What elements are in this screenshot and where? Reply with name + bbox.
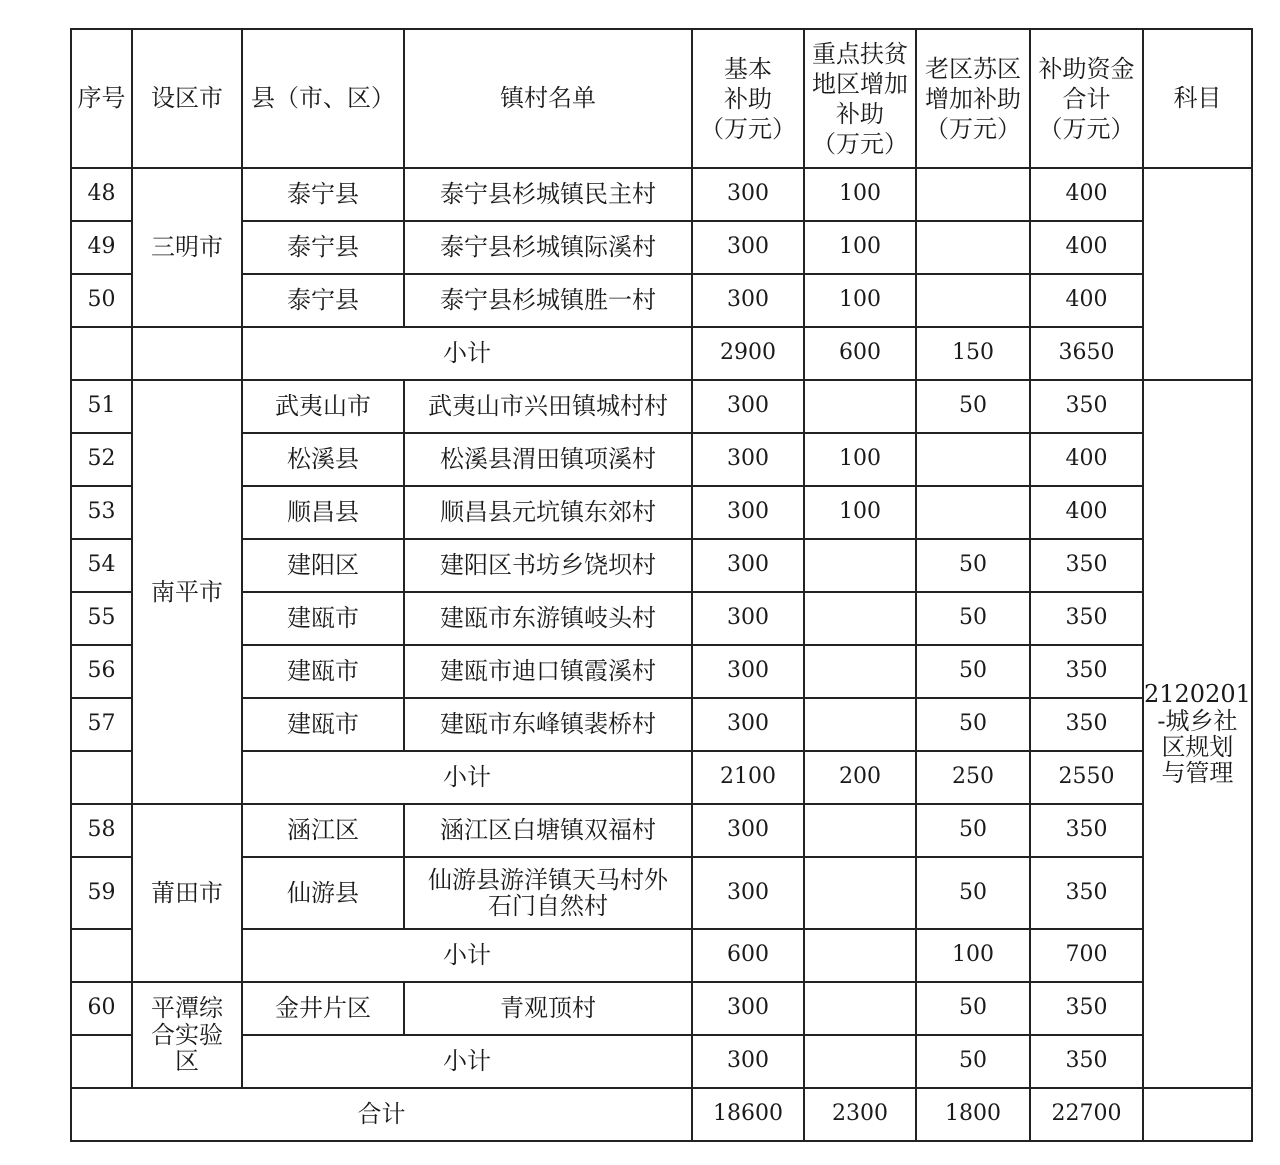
- total-cell: 350: [1030, 380, 1143, 433]
- poverty-cell: [804, 857, 916, 929]
- village-cell: 松溪县渭田镇项溪村: [404, 433, 692, 486]
- village-cell: 泰宁县杉城镇际溪村: [404, 221, 692, 274]
- grand-total-row: [71, 1088, 1252, 1141]
- basic-cell: 300: [692, 645, 804, 698]
- header-subject: 科目: [1143, 29, 1252, 168]
- grand-total-poverty: 2300: [804, 1088, 916, 1141]
- basic-cell: 300: [692, 274, 804, 327]
- city-cell: 莆田市: [132, 804, 242, 982]
- total-cell: 400: [1030, 221, 1143, 274]
- county-cell: 武夷山市: [242, 380, 404, 433]
- poverty-cell: [804, 380, 916, 433]
- old-soviet-cell: 50: [916, 380, 1030, 433]
- table-row: [71, 592, 1252, 645]
- county-cell: 松溪县: [242, 433, 404, 486]
- village-cell: 泰宁县杉城镇民主村: [404, 168, 692, 221]
- table-row: [71, 539, 1252, 592]
- table-row: [71, 804, 1252, 857]
- subtotal-total: 350: [1030, 1035, 1143, 1088]
- table-row: [71, 486, 1252, 539]
- village-cell: 建阳区书坊乡饶坝村: [404, 539, 692, 592]
- subtotal-poverty: 600: [804, 327, 916, 380]
- table-row: [71, 168, 1252, 221]
- grand-total-total: 22700: [1030, 1088, 1143, 1141]
- basic-cell: 300: [692, 168, 804, 221]
- seq-cell-empty: [71, 929, 132, 982]
- table-row: [71, 433, 1252, 486]
- header-row: [71, 29, 1252, 168]
- poverty-cell: [804, 804, 916, 857]
- seq-cell-empty: [71, 751, 132, 804]
- table-row: [71, 221, 1252, 274]
- total-cell: 400: [1030, 274, 1143, 327]
- subtotal-label: 小计: [242, 327, 692, 380]
- subtotal-row: [71, 929, 1252, 982]
- village-cell: 建瓯市迪口镇霞溪村: [404, 645, 692, 698]
- village-cell: 仙游县游洋镇天马村外 石门自然村: [404, 857, 692, 929]
- table-row: [71, 857, 1252, 929]
- basic-cell: 300: [692, 433, 804, 486]
- subtotal-label: 小计: [242, 751, 692, 804]
- basic-cell: 300: [692, 539, 804, 592]
- poverty-cell: 100: [804, 221, 916, 274]
- subtotal-row: [71, 751, 1252, 804]
- poverty-cell: [804, 539, 916, 592]
- old-soviet-cell: [916, 221, 1030, 274]
- seq-cell-empty: [71, 1035, 132, 1088]
- old-soviet-cell: 50: [916, 804, 1030, 857]
- poverty-cell: [804, 982, 916, 1035]
- table-row: [71, 380, 1252, 433]
- header-basic: 基本 补助 （万元）: [692, 29, 804, 168]
- seq-cell-empty: [71, 327, 132, 380]
- poverty-cell: [804, 645, 916, 698]
- county-cell: 泰宁县: [242, 274, 404, 327]
- seq-cell: 58: [71, 804, 132, 857]
- poverty-cell: 100: [804, 168, 916, 221]
- village-cell: 青观顶村: [404, 982, 692, 1035]
- old-soviet-cell: [916, 168, 1030, 221]
- table-row: [71, 982, 1252, 1035]
- total-cell: 350: [1030, 857, 1143, 929]
- subtotal-label: 小计: [242, 1035, 692, 1088]
- subtotal-basic: 300: [692, 1035, 804, 1088]
- subtotal-row: [71, 1035, 1252, 1088]
- total-cell: 400: [1030, 168, 1143, 221]
- city-cell: 南平市: [132, 380, 242, 804]
- city-cell: 平潭综 合实验 区: [132, 982, 242, 1088]
- old-soviet-cell: [916, 274, 1030, 327]
- village-cell: 涵江区白塘镇双福村: [404, 804, 692, 857]
- subtotal-poverty: 200: [804, 751, 916, 804]
- county-cell: 仙游县: [242, 857, 404, 929]
- total-cell: 350: [1030, 592, 1143, 645]
- basic-cell: 300: [692, 804, 804, 857]
- county-cell: 建瓯市: [242, 645, 404, 698]
- total-cell: 350: [1030, 539, 1143, 592]
- subtotal-poverty: [804, 929, 916, 982]
- subtotal-row: [71, 327, 1252, 380]
- seq-cell: 51: [71, 380, 132, 433]
- subtotal-label: 小计: [242, 929, 692, 982]
- county-cell: 建阳区: [242, 539, 404, 592]
- subtotal-total: 700: [1030, 929, 1143, 982]
- total-cell: 400: [1030, 433, 1143, 486]
- subsidy-table: [70, 28, 1253, 1142]
- header-county: 县（市、区）: [242, 29, 404, 168]
- header-seq: 序号: [71, 29, 132, 168]
- basic-cell: 300: [692, 857, 804, 929]
- seq-cell: 57: [71, 698, 132, 751]
- grand-total-subject-empty: [1143, 1088, 1252, 1141]
- total-cell: 350: [1030, 645, 1143, 698]
- subtotal-poverty: [804, 1035, 916, 1088]
- seq-cell: 52: [71, 433, 132, 486]
- village-cell: 建瓯市东峰镇裴桥村: [404, 698, 692, 751]
- old-soviet-cell: 50: [916, 857, 1030, 929]
- subtotal-old-soviet: 250: [916, 751, 1030, 804]
- old-soviet-cell: 50: [916, 982, 1030, 1035]
- subtotal-old-soviet: 50: [916, 1035, 1030, 1088]
- seq-cell: 59: [71, 857, 132, 929]
- seq-cell: 54: [71, 539, 132, 592]
- old-soviet-cell: 50: [916, 698, 1030, 751]
- basic-cell: 300: [692, 221, 804, 274]
- seq-cell: 53: [71, 486, 132, 539]
- subtotal-old-soviet: 150: [916, 327, 1030, 380]
- header-old-soviet: 老区苏区 增加补助 （万元）: [916, 29, 1030, 168]
- poverty-cell: 100: [804, 486, 916, 539]
- table-row: [71, 645, 1252, 698]
- subtotal-basic: 2100: [692, 751, 804, 804]
- seq-cell: 60: [71, 982, 132, 1035]
- grand-total-old-soviet: 1800: [916, 1088, 1030, 1141]
- table-row: [71, 274, 1252, 327]
- seq-cell: 49: [71, 221, 132, 274]
- header-total-fund: 补助资金 合计 （万元）: [1030, 29, 1143, 168]
- village-cell: 顺昌县元坑镇东郊村: [404, 486, 692, 539]
- poverty-cell: [804, 592, 916, 645]
- basic-cell: 300: [692, 592, 804, 645]
- village-cell: 建瓯市东游镇岐头村: [404, 592, 692, 645]
- county-cell: 建瓯市: [242, 698, 404, 751]
- village-cell: 泰宁县杉城镇胜一村: [404, 274, 692, 327]
- city-cell-empty: [132, 327, 242, 380]
- subtotal-old-soviet: 100: [916, 929, 1030, 982]
- grand-total-label: 合计: [71, 1088, 692, 1141]
- county-cell: 泰宁县: [242, 168, 404, 221]
- county-cell: 金井片区: [242, 982, 404, 1035]
- subject-cell: 2120201 -城乡社 区规划 与管理: [1143, 380, 1252, 1088]
- county-cell: 建瓯市: [242, 592, 404, 645]
- basic-cell: 300: [692, 380, 804, 433]
- subject-cell-top: [1143, 168, 1252, 380]
- total-cell: 350: [1030, 982, 1143, 1035]
- seq-cell: 50: [71, 274, 132, 327]
- village-cell: 武夷山市兴田镇城村村: [404, 380, 692, 433]
- county-cell: 泰宁县: [242, 221, 404, 274]
- total-cell: 350: [1030, 698, 1143, 751]
- header-poverty: 重点扶贫 地区增加 补助 （万元）: [804, 29, 916, 168]
- subtotal-basic: 600: [692, 929, 804, 982]
- basic-cell: 300: [692, 486, 804, 539]
- seq-cell: 55: [71, 592, 132, 645]
- poverty-cell: [804, 698, 916, 751]
- header-village-list: 镇村名单: [404, 29, 692, 168]
- header-city: 设区市: [132, 29, 242, 168]
- grand-total-basic: 18600: [692, 1088, 804, 1141]
- old-soviet-cell: 50: [916, 645, 1030, 698]
- county-cell: 涵江区: [242, 804, 404, 857]
- seq-cell: 56: [71, 645, 132, 698]
- subtotal-total: 3650: [1030, 327, 1143, 380]
- old-soviet-cell: [916, 433, 1030, 486]
- county-cell: 顺昌县: [242, 486, 404, 539]
- total-cell: 350: [1030, 804, 1143, 857]
- table-row: [71, 698, 1252, 751]
- basic-cell: 300: [692, 982, 804, 1035]
- seq-cell: 48: [71, 168, 132, 221]
- old-soviet-cell: 50: [916, 539, 1030, 592]
- subtotal-total: 2550: [1030, 751, 1143, 804]
- basic-cell: 300: [692, 698, 804, 751]
- poverty-cell: 100: [804, 274, 916, 327]
- poverty-cell: 100: [804, 433, 916, 486]
- old-soviet-cell: [916, 486, 1030, 539]
- old-soviet-cell: 50: [916, 592, 1030, 645]
- subtotal-basic: 2900: [692, 327, 804, 380]
- total-cell: 400: [1030, 486, 1143, 539]
- city-cell: 三明市: [132, 168, 242, 327]
